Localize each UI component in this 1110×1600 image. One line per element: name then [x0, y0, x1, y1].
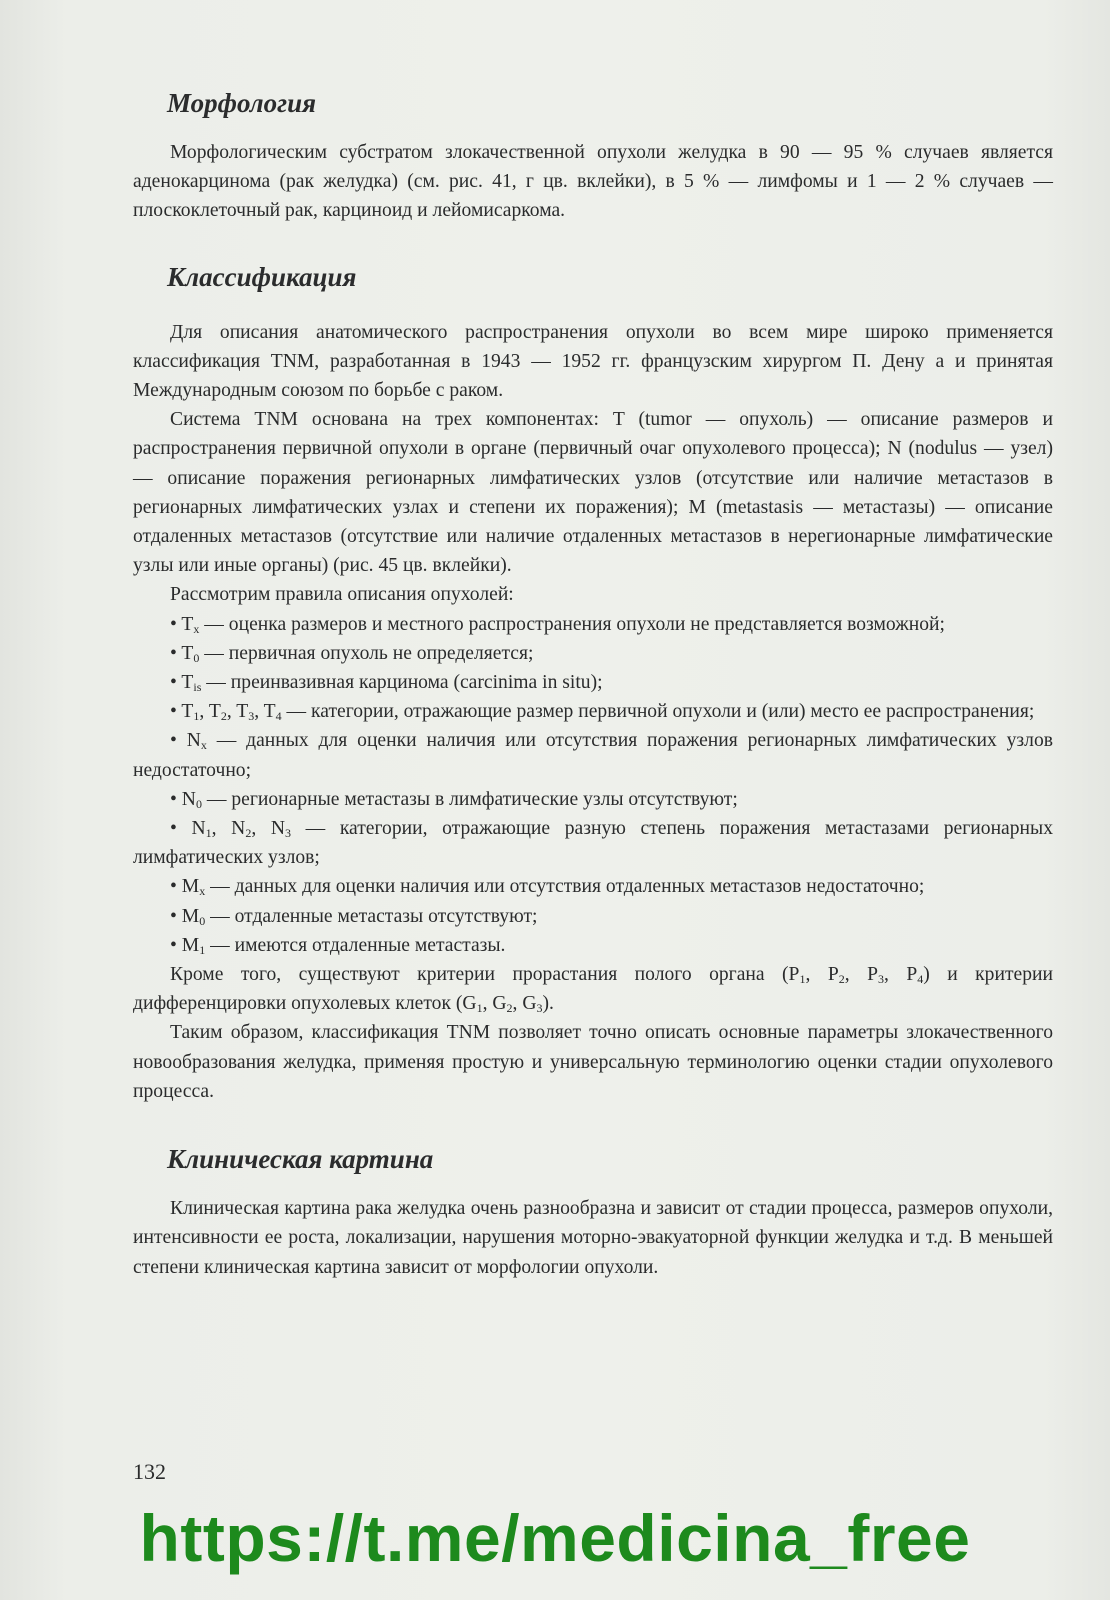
- section-heading-morphology: Морфология: [167, 88, 317, 118]
- section-heading-classification: Классификация: [167, 261, 357, 292]
- list-item: • $N_x$ — данных для оценки наличия или отсутствия поражения регионарных лимфатических узлов недостаточно;: [133, 730, 1053, 781]
- list-item: • $T_{is}$ — преинвазивная карцинома (carcinima in situ);: [170, 672, 603, 695]
- list-item: • $M_1$ — имеются отдаленные метастазы.: [170, 934, 506, 957]
- section-heading-clinical-picture: Клиническая картина: [167, 1144, 434, 1175]
- list-item: • $M_0$ — отдаленные метастазы отсутствуют;: [170, 905, 538, 928]
- list-item: • $M_x$ — данных для оценки наличия или отсутствия отдаленных метастазов недостаточно;: [170, 876, 925, 899]
- list-item: • $N_1$, $N_2$, $N_3$ — категории, отражающие разную степень поражения метастазами регионарных лимфатических узлов;: [133, 818, 1053, 869]
- paragraph: Клиническая картина рака желудка очень разнообразна и зависит от стадии процесса, размеров опухоли, интенсивности ее роста, локализации, нарушения моторно-эвакуаторной функции желудка и т.д. В меньшей степени клиническая картина зависит от морфологии опухоли.: [133, 1198, 1053, 1278]
- list-item: • $T_1$, $T_2$, $T_3$, $T_4$ — категории, отражающие размер первичной опухоли и (или) место ее распространения;: [170, 701, 1035, 724]
- paragraph: Система TNM основана на трех компонентах: T (tumor — опухоль) — описание размеров и распространения первичной опухоли в органе (первичный очаг опухолевого процесса); N (nodulus — узел) — описание поражения регионарных лимфатических узлов (отсутствие или наличие метастазов в регионарных лимфатических узлах и степени их поражения); M (metastasis — метастазы) — описание отдаленных метастазов (отсутствие или наличие отдаленных метастазов в нерегионарные лимфатические узлы или иные органы) (рис. 45 цв. вклейки).: [133, 409, 1053, 577]
- list-item: • $N_0$ — регионарные метастазы в лимфатические узлы отсутствуют;: [170, 788, 738, 811]
- page-content: [133, 80, 1053, 1282]
- paragraph: Морфологическим субстратом злокачественной опухоли желудка в 90 — 95 % случаев является аденокарцинома (рак желудка) (см. рис. 41, г цв. вклейки), в 5 % — лимфомы и 1 — 2 % случаев — плоскоклеточный рак, карциноид и лейомисаркома.: [133, 142, 1053, 222]
- list-item: • $T_0$ — первичная опухоль не определяется;: [170, 642, 534, 665]
- page-number: 132: [133, 1459, 166, 1484]
- paragraph: Для описания анатомического распространения опухоли во всем мире широко применяется классификация TNM, разработанная в 1943 — 1952 гг. французским хирургом П. Дену а и принятая Международным союзом по борьбе с раком.: [133, 321, 1053, 402]
- list-item: • $T_x$ — оценка размеров и местного распространения опухоли не представляется возможной;: [170, 613, 945, 636]
- paragraph: Таким образом, классификация TNM позволяет точно описать основные параметры злокачественного новообразования желудка, применяя простую и универсальную терминологию оценки стадии опухолевого процесса.: [133, 1022, 1053, 1102]
- paragraph: Рассмотрим правила описания опухолей:: [170, 584, 514, 606]
- paragraph: Кроме того, существуют критерии прорастания полого органа ($P_1$, $P_2$, $P_3$, $P_4$) и критерии дифференцировки опухолевых клеток ($G_1$, $G_2$, $G_3$).: [133, 964, 1053, 1016]
- watermark-link[interactable]: https://t.me/medicina_free: [139, 1501, 971, 1575]
